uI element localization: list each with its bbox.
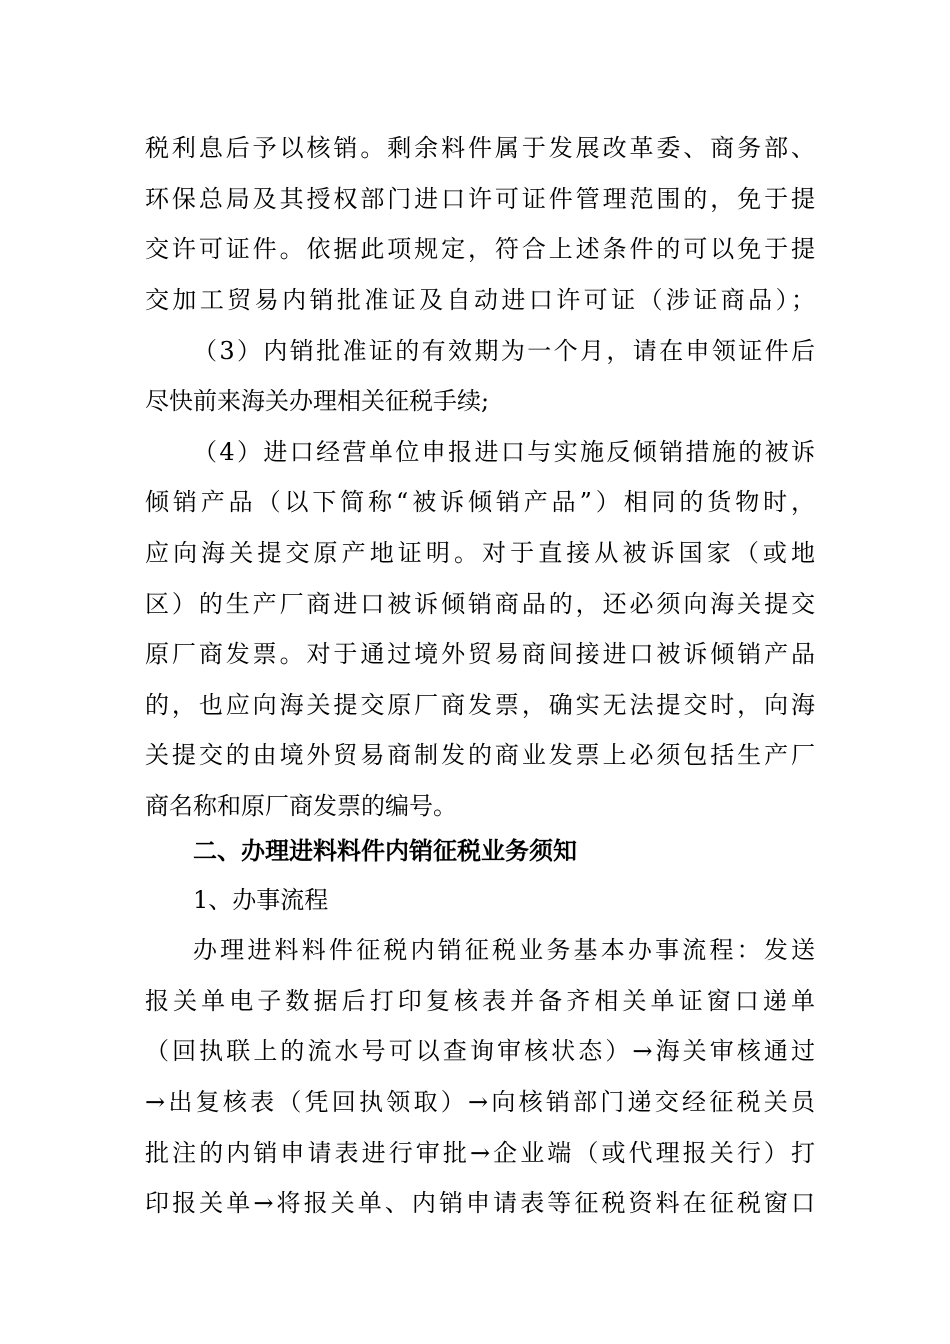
item-4-line-3: 应向海关提交原产地证明。对于直接从被诉国家（或地 (145, 539, 815, 567)
process-line-6: 印报关单→将报关单、内销申请表等征税资料在征税窗口 (145, 1189, 815, 1217)
item-4-line-6: 的，也应向海关提交原厂商发票，确实无法提交时，向海 (145, 691, 815, 719)
item-4-line-2: 倾销产品（以下简称“被诉倾销产品”）相同的货物时， (145, 488, 815, 516)
process-line-3: （回执联上的流水号可以查询审核状态）→海关审核通过 (145, 1037, 815, 1065)
subsection-heading: 1、办事流程 (193, 886, 329, 914)
process-line-4: →出复核表（凭回执领取）→向核销部门递交经征税关员 (145, 1088, 815, 1116)
body-line-3: 交许可证件。依据此项规定，符合上述条件的可以免于提 (145, 235, 815, 263)
item-3-line-2: 尽快前来海关办理相关征税手续; (145, 387, 490, 415)
item-4-line-1: （4）进口经营单位申报进口与实施反倾销措施的被诉 (193, 438, 815, 466)
process-line-5: 批注的内销申请表进行审批→企业端（或代理报关行）打 (145, 1139, 815, 1167)
body-line-1: 税利息后予以核销。剩余料件属于发展改革委、商务部、 (145, 134, 815, 162)
item-4-line-8: 商名称和原厂商发票的编号。 (145, 792, 457, 820)
item-4-line-4: 区）的生产厂商进口被诉倾销商品的，还必须向海关提交 (145, 590, 815, 618)
body-line-2: 环保总局及其授权部门进口许可证件管理范围的，免于提 (145, 185, 815, 213)
section-heading: 二、办理进料料件内销征税业务须知 (193, 837, 577, 865)
process-line-2: 报关单电子数据后打印复核表并备齐相关单证窗口递单 (145, 987, 815, 1015)
process-line-1: 办理进料料件征税内销征税业务基本办事流程：发送 (193, 936, 815, 964)
item-4-line-5: 原厂商发票。对于通过境外贸易商间接进口被诉倾销产品 (145, 640, 815, 668)
body-line-4: 交加工贸易内销批准证及自动进口许可证（涉证商品）； (145, 286, 815, 314)
item-3-line-1: （3）内销批准证的有效期为一个月，请在申领证件后 (193, 337, 815, 365)
item-4-line-7: 关提交的由境外贸易商制发的商业发票上必须包括生产厂 (145, 741, 815, 769)
